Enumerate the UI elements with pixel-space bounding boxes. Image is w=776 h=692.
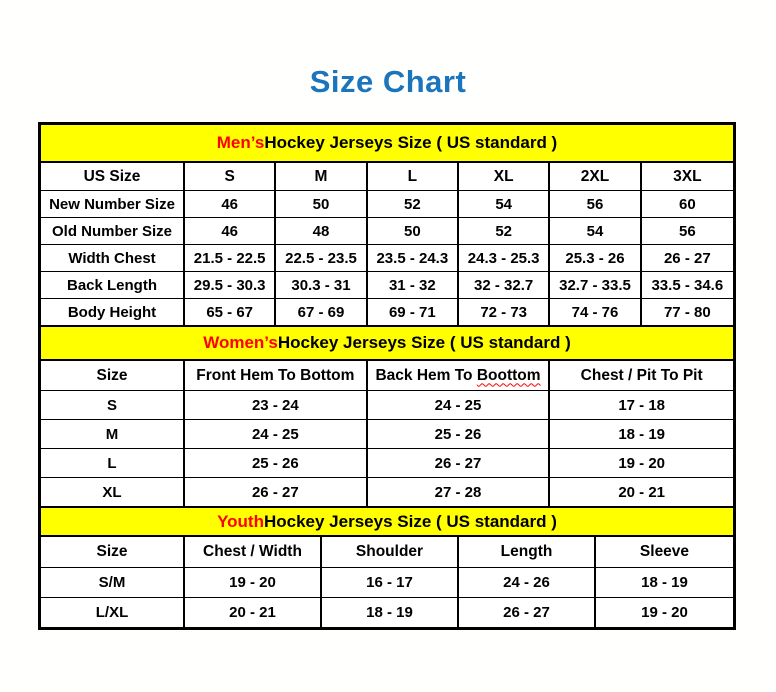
- womens-section-highlight: Women’s: [203, 333, 278, 352]
- table-cell: 54: [459, 190, 550, 217]
- table-cell: 18 - 19: [550, 419, 733, 448]
- table-cell: 19 - 20: [185, 567, 322, 597]
- table-cell: 46: [185, 217, 276, 244]
- table-cell: 74 - 76: [550, 298, 641, 325]
- row-label: M: [41, 419, 185, 448]
- table-cell: 56: [550, 190, 641, 217]
- table-cell: 20 - 21: [185, 597, 322, 627]
- table-cell: 67 - 69: [276, 298, 367, 325]
- table-cell: 30.3 - 31: [276, 271, 367, 298]
- table-cell: 31 - 32: [368, 271, 459, 298]
- youth-section-header: [41, 506, 733, 537]
- table-cell: 32.7 - 33.5: [550, 271, 641, 298]
- row-label: New Number Size: [41, 190, 185, 217]
- column-header: 2XL: [550, 163, 641, 190]
- column-header: XL: [459, 163, 550, 190]
- table-cell: 52: [459, 217, 550, 244]
- column-header: US Size: [41, 163, 185, 190]
- table-cell: 54: [550, 217, 641, 244]
- column-header: Front Hem To Bottom: [185, 361, 368, 390]
- row-label: S: [41, 390, 185, 419]
- table-cell: 18 - 19: [596, 567, 733, 597]
- table-cell: 21.5 - 22.5: [185, 244, 276, 271]
- row-label: XL: [41, 477, 185, 506]
- column-header: L: [368, 163, 459, 190]
- column-header: M: [276, 163, 367, 190]
- table-cell: 22.5 - 23.5: [276, 244, 367, 271]
- table-cell: 65 - 67: [185, 298, 276, 325]
- column-header: Size: [41, 361, 185, 390]
- youth-section-highlight: Youth: [217, 511, 264, 531]
- youth-section-title: Hockey Jerseys Size ( US standard ): [263, 511, 557, 531]
- table-cell: 33.5 - 34.6: [642, 271, 733, 298]
- table-cell: 69 - 71: [368, 298, 459, 325]
- womens-size-table: [41, 361, 733, 506]
- column-header: S: [185, 163, 276, 190]
- table-cell: 60: [642, 190, 733, 217]
- row-label: L/XL: [41, 597, 185, 627]
- row-label: Back Length: [41, 271, 185, 298]
- mens-size-table: [41, 163, 733, 325]
- table-cell: 50: [368, 217, 459, 244]
- size-chart-table: [38, 122, 736, 630]
- table-cell: 24.3 - 25.3: [459, 244, 550, 271]
- row-label: Body Height: [41, 298, 185, 325]
- column-header: 3XL: [673, 167, 702, 185]
- table-cell: 26 - 27: [368, 448, 551, 477]
- table-cell: 18 - 19: [322, 597, 459, 627]
- column-header: Length: [459, 537, 596, 567]
- table-cell: 24 - 25: [185, 419, 368, 448]
- table-cell: 24 - 25: [368, 390, 551, 419]
- mens-section-title: Hockey Jerseys Size ( US standard ): [264, 133, 558, 152]
- table-cell: 32 - 32.7: [459, 271, 550, 298]
- table-cell: 16 - 17: [322, 567, 459, 597]
- mens-section-header: [41, 125, 733, 163]
- table-cell: 27 - 28: [368, 477, 551, 506]
- womens-section-title: Hockey Jerseys Size ( US standard ): [277, 333, 571, 352]
- misspelled-word: Boottom: [476, 366, 541, 384]
- table-cell: 52: [368, 190, 459, 217]
- table-cell: 72 - 73: [459, 298, 550, 325]
- mens-section-highlight: Men’s: [216, 133, 265, 152]
- row-label: L: [41, 448, 185, 477]
- youth-size-table: [41, 537, 733, 627]
- table-cell: 20 - 21: [550, 477, 733, 506]
- page-title: Size Chart: [309, 64, 467, 99]
- table-cell: 46: [185, 190, 276, 217]
- row-label: Width Chest: [41, 244, 185, 271]
- column-header: Sleeve: [639, 543, 690, 560]
- column-header-misspelled: [368, 361, 551, 390]
- table-cell: 50: [276, 190, 367, 217]
- table-cell: 26 - 27: [185, 477, 368, 506]
- table-cell: 25.3 - 26: [550, 244, 641, 271]
- back-hem-label: Back Hem To: [375, 366, 477, 384]
- womens-section-header: [41, 325, 733, 361]
- table-cell: 25 - 26: [368, 419, 551, 448]
- table-cell: 19 - 20: [550, 448, 733, 477]
- table-cell: 19 - 20: [596, 597, 733, 627]
- column-header: Shoulder: [322, 537, 459, 567]
- table-cell: 24 - 26: [459, 567, 596, 597]
- table-cell: 29.5 - 30.3: [185, 271, 276, 298]
- table-cell: 48: [276, 217, 367, 244]
- column-header: Size: [41, 537, 185, 567]
- table-cell: 26 - 27: [459, 597, 596, 627]
- table-cell: 26 - 27: [642, 244, 733, 271]
- column-header: Chest / Width: [185, 537, 322, 567]
- table-cell: 23.5 - 24.3: [368, 244, 459, 271]
- table-cell: 56: [642, 217, 733, 244]
- table-cell: 23 - 24: [185, 390, 368, 419]
- column-header: Chest / Pit To Pit: [580, 366, 703, 384]
- table-cell: 17 - 18: [550, 390, 733, 419]
- table-cell: 77 - 80: [642, 298, 733, 325]
- row-label: S/M: [41, 567, 185, 597]
- table-cell: 25 - 26: [185, 448, 368, 477]
- row-label: Old Number Size: [41, 217, 185, 244]
